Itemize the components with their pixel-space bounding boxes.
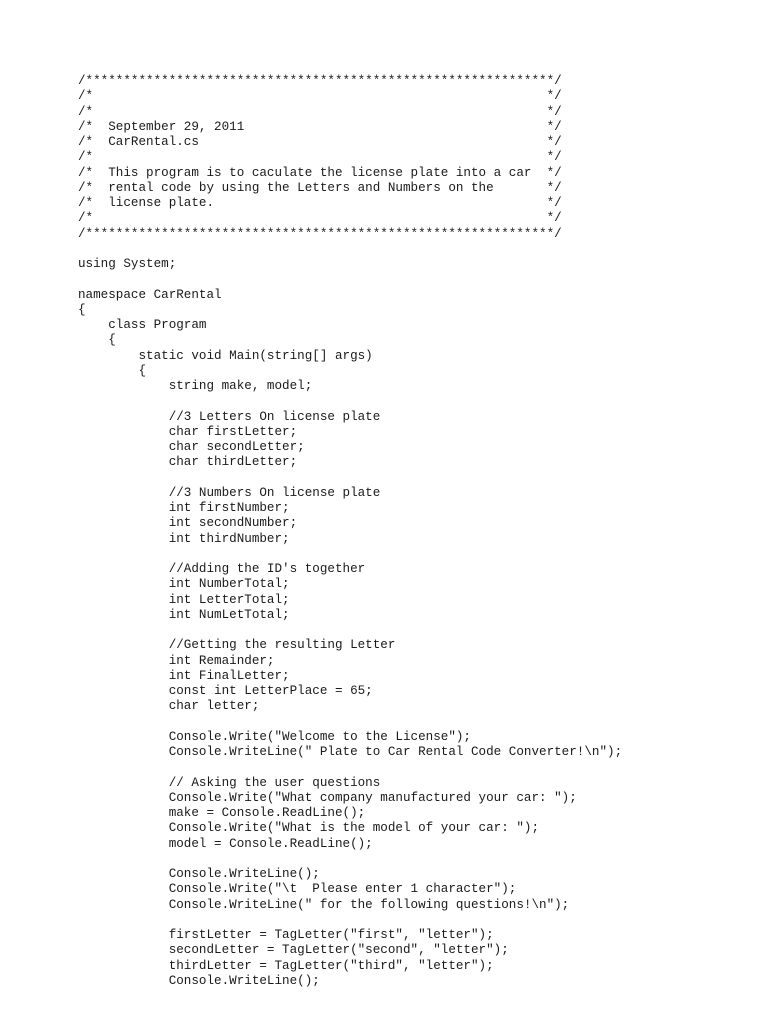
code-line: string make, model; — [78, 379, 313, 393]
code-line: Console.WriteLine(" Plate to Car Rental Code Converter!\n"); — [78, 745, 623, 759]
code-line: /* rental code by using the Letters and Numbers on the */ — [78, 180, 562, 195]
code-line: namespace CarRental — [78, 287, 222, 302]
code-line: model = Console.ReadLine(); — [78, 836, 373, 851]
code-listing — [78, 74, 622, 989]
code-line: char firstLetter; — [78, 424, 298, 439]
code-line: Console.WriteLine(); — [78, 973, 320, 988]
code-line: /* September 29, 2011 */ — [78, 119, 562, 134]
code-line — [78, 715, 622, 730]
code-line: using System; — [78, 257, 177, 271]
code-line: thirdLetter = TagLetter("third", "letter"); — [78, 958, 494, 973]
code-line: int thirdNumber; — [78, 531, 290, 546]
code-line: static void Main(string[] args) — [78, 348, 373, 363]
code-line: /* license plate. */ — [78, 196, 562, 210]
code-line: /* */ — [78, 211, 562, 226]
code-line: Console.Write("What is the model of your car: "); — [78, 821, 540, 836]
code-line: /**************************************************************/ — [78, 74, 562, 88]
code-line: { — [78, 363, 147, 378]
code-line: int firstNumber; — [78, 501, 290, 515]
code-line — [78, 394, 622, 409]
code-line: int NumberTotal; — [78, 577, 290, 592]
code-line: /* CarRental.cs */ — [78, 135, 562, 149]
code-line: Console.WriteLine(" for the following questions!\n"); — [78, 897, 570, 912]
code-line — [78, 272, 622, 287]
code-line: //3 Letters On license plate — [78, 409, 381, 424]
code-line — [78, 547, 622, 562]
code-line: make = Console.ReadLine(); — [78, 806, 366, 820]
code-line: Console.Write("Welcome to the License"); — [78, 729, 471, 744]
code-line — [78, 760, 622, 775]
code-line — [78, 623, 622, 638]
code-line: const int LetterPlace = 65; — [78, 684, 373, 698]
code-line: { — [78, 302, 86, 317]
code-line: int Remainder; — [78, 653, 275, 668]
code-line: char thirdLetter; — [78, 455, 298, 470]
code-line — [78, 852, 622, 867]
code-line: int secondNumber; — [78, 516, 298, 531]
code-line: firstLetter = TagLetter("first", "letter"); — [78, 928, 494, 942]
code-line: //3 Numbers On license plate — [78, 485, 381, 500]
code-line — [78, 913, 622, 928]
code-line: char secondLetter; — [78, 440, 305, 454]
code-line: /* */ — [78, 89, 562, 104]
code-line: /**************************************************************/ — [78, 226, 562, 241]
code-line: /* This program is to caculate the license plate into a car */ — [78, 165, 562, 180]
code-line: class Program — [78, 318, 207, 332]
code-line — [78, 471, 622, 486]
code-line — [78, 242, 622, 257]
code-line: //Getting the resulting Letter — [78, 638, 396, 653]
code-line: //Adding the ID's together — [78, 562, 366, 576]
code-line: char letter; — [78, 699, 260, 714]
code-line: Console.Write("\t Please enter 1 character"); — [78, 882, 517, 897]
code-line: { — [78, 333, 116, 348]
code-line: Console.Write("What company manufactured your car: "); — [78, 790, 577, 805]
code-line: /* */ — [78, 150, 562, 165]
code-line: /* */ — [78, 104, 562, 119]
code-line: // Asking the user questions — [78, 775, 381, 790]
code-line: int NumLetTotal; — [78, 607, 290, 622]
code-line: int FinalLetter; — [78, 668, 290, 683]
code-line: Console.WriteLine(); — [78, 867, 320, 881]
code-line: secondLetter = TagLetter("second", "letter"); — [78, 943, 509, 958]
code-line: int LetterTotal; — [78, 592, 290, 607]
